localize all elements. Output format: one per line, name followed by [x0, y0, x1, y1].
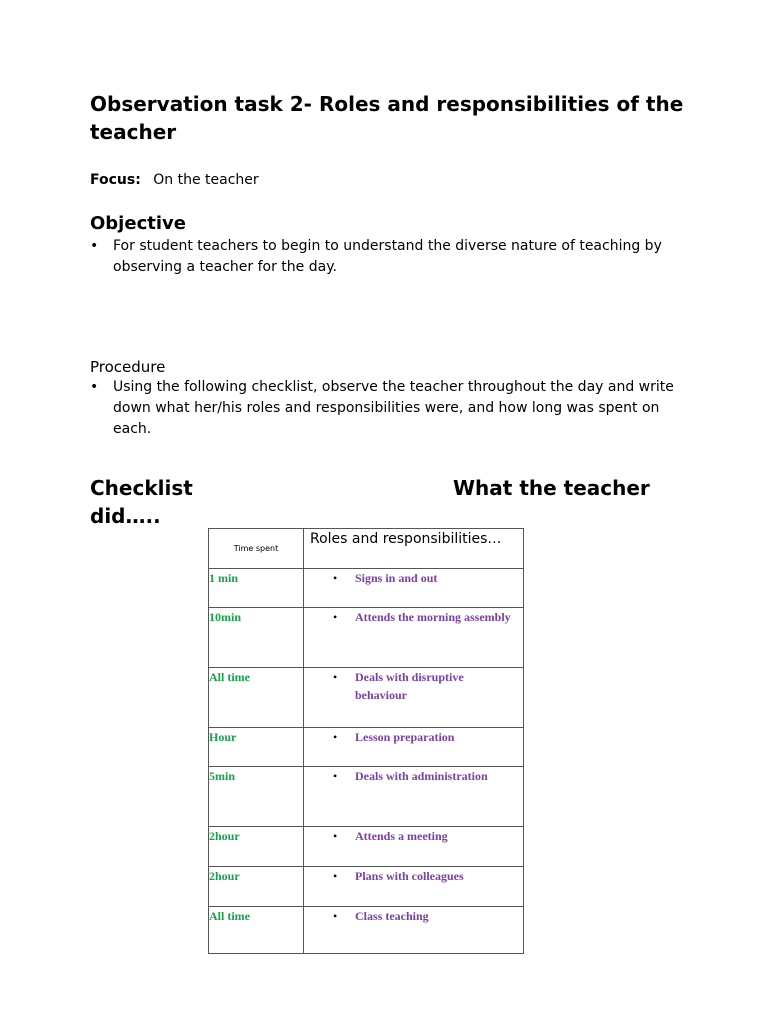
time-spent-header: Time spent: [209, 529, 304, 569]
bullet-icon: •: [333, 571, 338, 585]
table-row: [209, 728, 524, 767]
time-cell: 10min: [209, 608, 304, 668]
table-row: [209, 767, 524, 827]
procedure-bullet: [90, 377, 690, 440]
bullet-icon: •: [333, 869, 338, 883]
objective-bullet: [90, 236, 690, 278]
time-cell: 5min: [209, 767, 304, 827]
bullet-icon: •: [333, 909, 338, 923]
role-cell: [304, 728, 524, 767]
role-cell: [304, 907, 524, 954]
checklist-heading-right: What the teacher: [453, 476, 650, 500]
bullet-icon: •: [90, 379, 99, 395]
time-cell: 1 min: [209, 569, 304, 608]
focus-value: On the teacher: [153, 172, 259, 188]
roles-header: Roles and responsibilities…: [304, 529, 524, 569]
role-cell: [304, 827, 524, 867]
page-title: Observation task 2- Roles and responsibilities of the teacher: [90, 92, 684, 144]
focus-label: Focus:: [90, 172, 141, 188]
bullet-icon: •: [333, 670, 338, 684]
objective-text: For student teachers to begin to understand the diverse nature of teaching by observing a teacher for the day.: [113, 238, 662, 275]
time-cell: All time: [209, 668, 304, 728]
role-cell: [304, 668, 524, 728]
role-cell: [304, 608, 524, 668]
checklist-heading-left: Checklist: [90, 476, 193, 500]
table-row: [209, 569, 524, 608]
bullet-icon: •: [333, 730, 338, 744]
time-cell: 2hour: [209, 867, 304, 907]
role-text: Signs in and out: [355, 571, 438, 585]
role-text: Class teaching: [355, 909, 429, 923]
table-header-row: [209, 529, 524, 569]
bullet-icon: •: [90, 238, 99, 254]
role-text: Deals with disruptive behaviour: [355, 670, 464, 702]
role-text: Attends the morning assembly: [355, 610, 511, 624]
table-row: [209, 867, 524, 907]
objective-heading: Objective: [90, 213, 186, 234]
focus-line: [90, 172, 259, 188]
time-cell: Hour: [209, 728, 304, 767]
role-cell: [304, 767, 524, 827]
role-cell: [304, 569, 524, 608]
procedure-text: Using the following checklist, observe the teacher throughout the day and write down what her/his roles and responsibilities were, and how long was spent on each.: [113, 379, 674, 437]
checklist-heading-cont: did…..: [90, 504, 161, 528]
role-text: Deals with administration: [355, 769, 488, 783]
time-cell: All time: [209, 907, 304, 954]
role-text: Plans with colleagues: [355, 869, 464, 883]
checklist-heading: [90, 474, 670, 528]
bullet-icon: •: [333, 610, 338, 624]
bullet-icon: •: [333, 829, 338, 843]
roles-table: [208, 528, 524, 954]
role-text: Attends a meeting: [355, 829, 448, 843]
procedure-heading: Procedure: [90, 358, 166, 376]
bullet-icon: •: [333, 769, 338, 783]
role-text: Lesson preparation: [355, 730, 455, 744]
table-row: [209, 608, 524, 668]
table-row: [209, 668, 524, 728]
time-cell: 2hour: [209, 827, 304, 867]
table-row: [209, 907, 524, 954]
table-row: [209, 827, 524, 867]
role-cell: [304, 867, 524, 907]
